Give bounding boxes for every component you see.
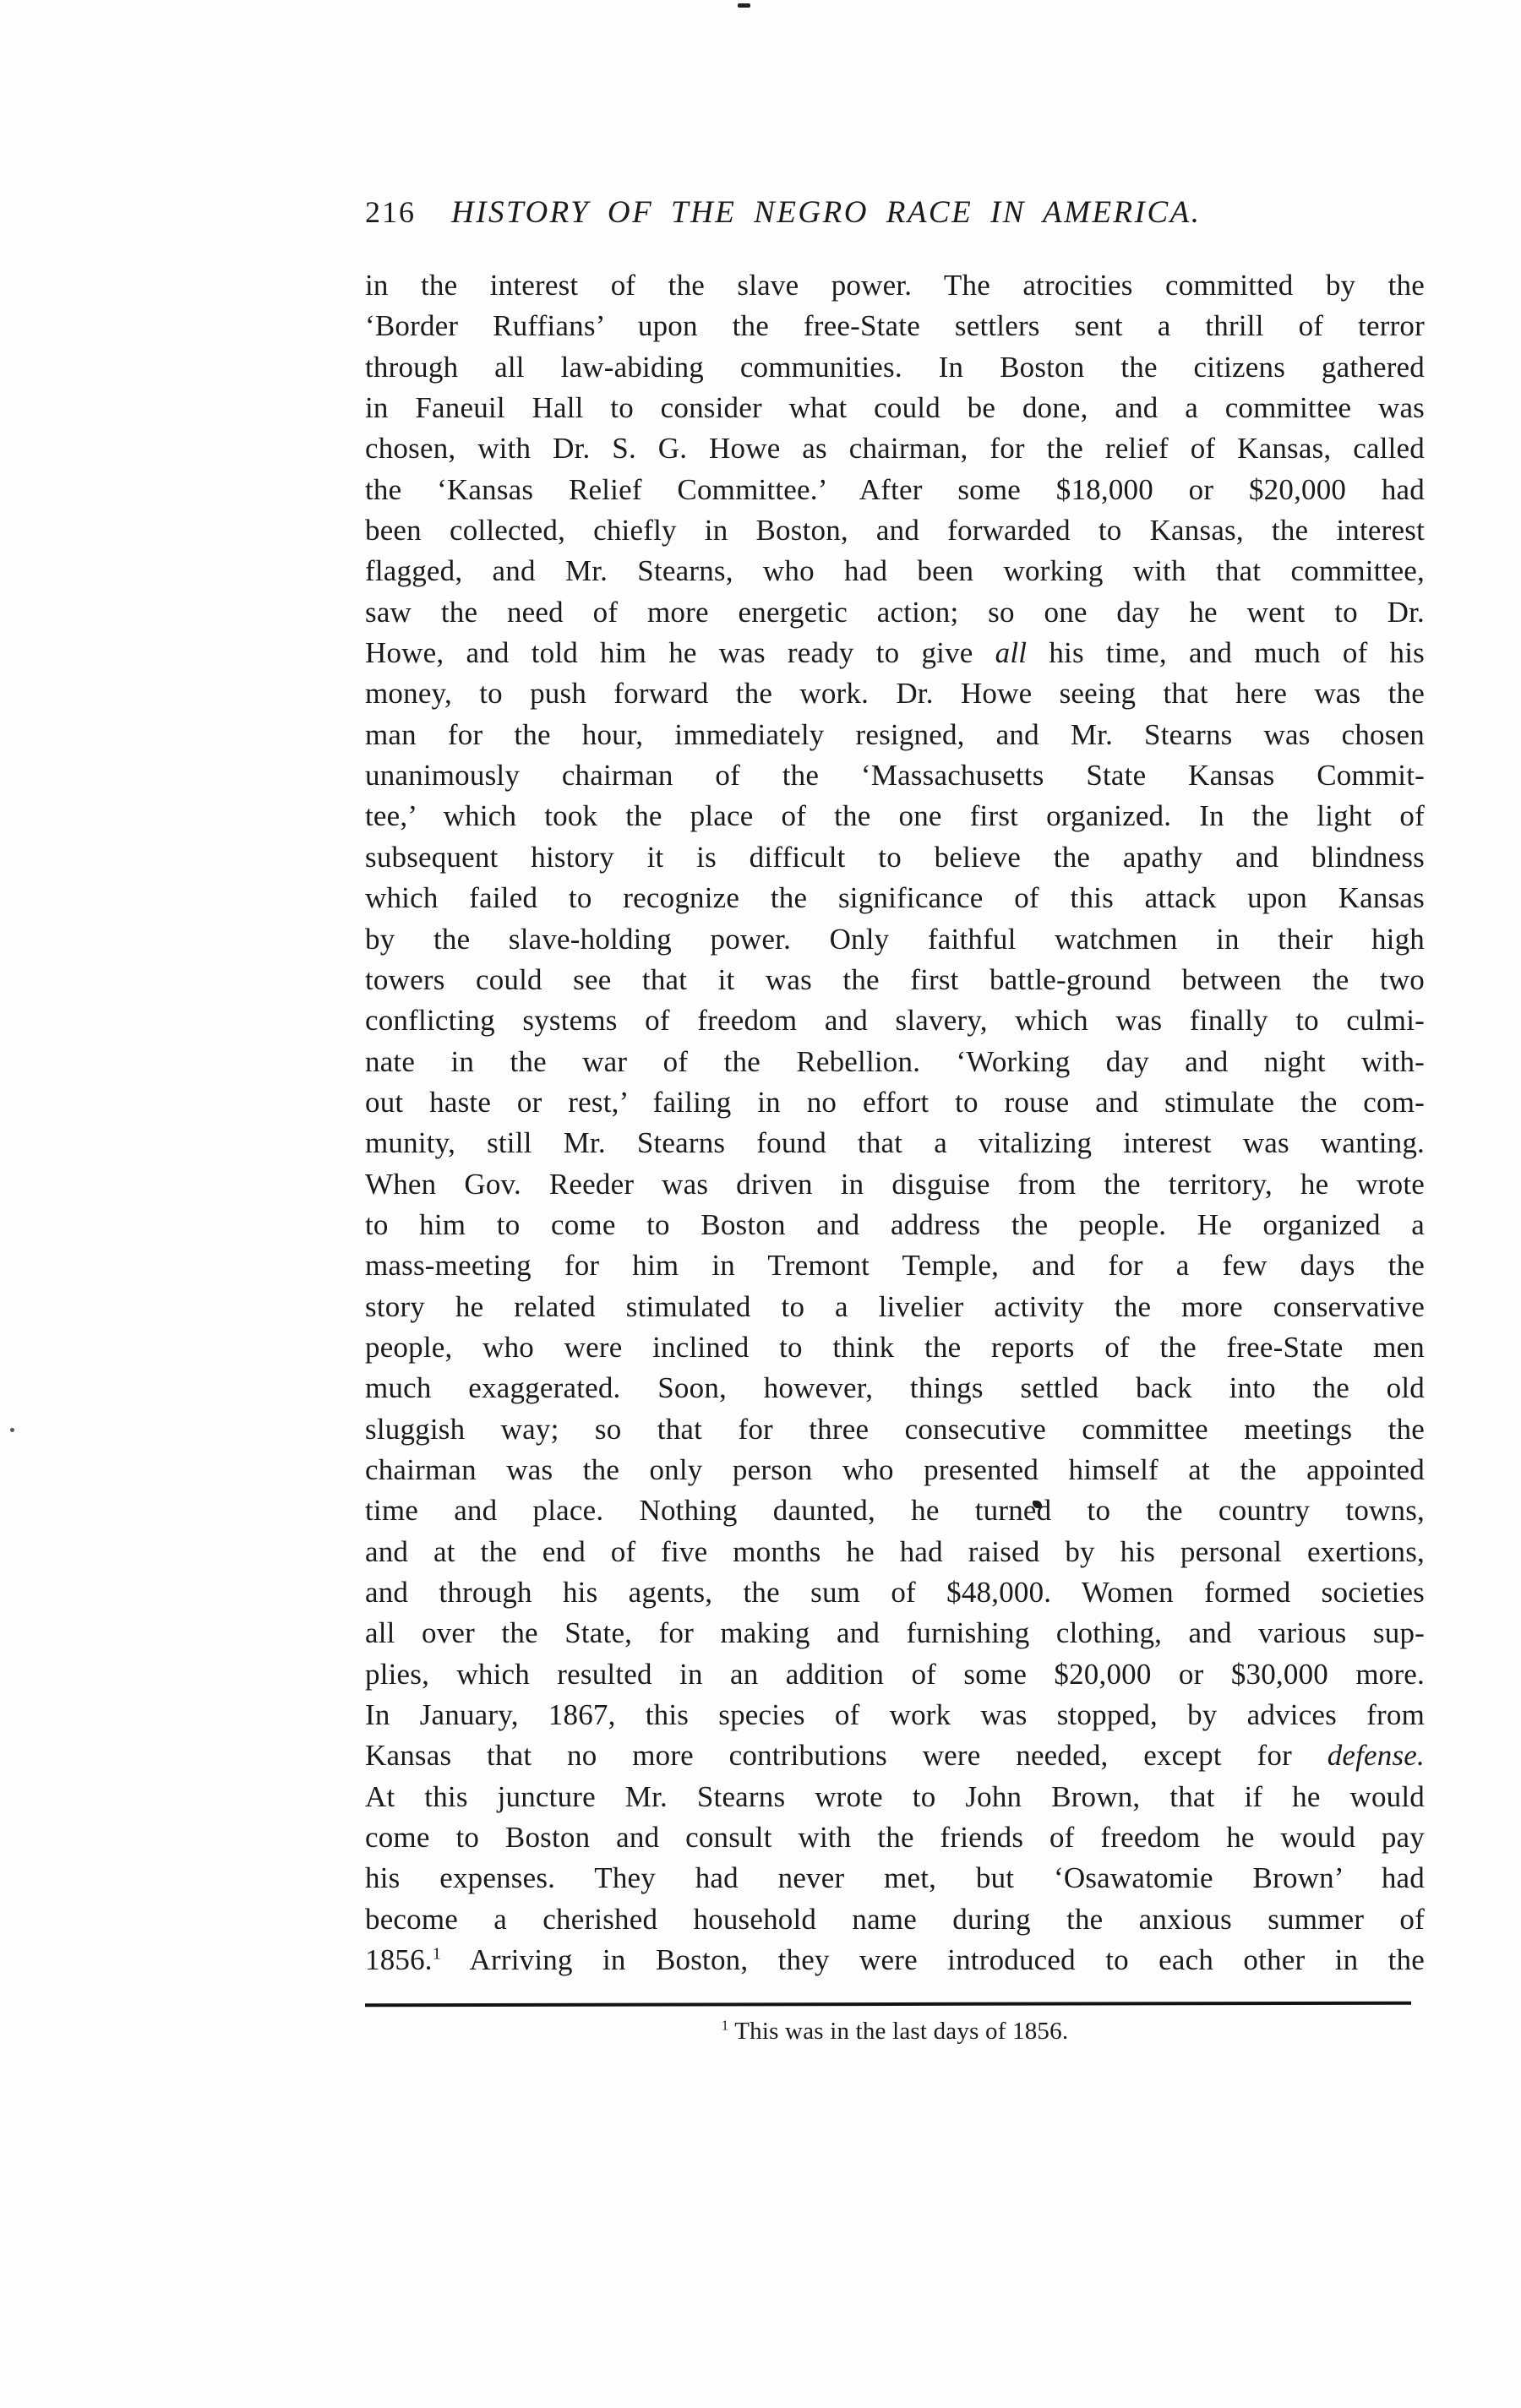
text-segment: unanimously chairman of the ‘Massachusetts State Kansas Commit- xyxy=(365,759,1425,793)
superscript-marker: 1 xyxy=(432,1944,442,1964)
text-segment: the ‘Kansas Relief Committee.’ After some $18,000 or $20,000 had xyxy=(365,472,1425,506)
text-segment: in the interest of the slave power. The atrocities committed by the xyxy=(365,269,1425,302)
text-line xyxy=(365,633,1425,673)
text-segment: Arriving in Boston, they were introduced to each other in the xyxy=(441,1943,1425,1977)
text-segment: out haste or rest,’ failing in no effort to rouse and stimulate the com- xyxy=(365,1085,1425,1119)
text-line xyxy=(365,1817,1425,1858)
page-number: 216 xyxy=(365,195,416,229)
text-line xyxy=(365,715,1425,755)
text-segment: towers could see that it was the first battle-ground between the two xyxy=(365,962,1425,996)
scan-artifact-top xyxy=(738,3,750,8)
text-line xyxy=(365,592,1425,633)
text-line xyxy=(365,1735,1425,1776)
text-segment: and at the end of five months he had raised by his personal exertions, xyxy=(365,1534,1425,1568)
text-line xyxy=(365,551,1425,591)
text-segment: nate in the war of the Rebellion. ‘Working day and night with- xyxy=(365,1044,1425,1078)
text-line xyxy=(365,306,1425,346)
text-segment: which failed to recognize the significance of this attack upon Kansas xyxy=(365,881,1425,915)
text-segment: In January, 1867, this species of work was stopped, by advices from xyxy=(365,1698,1425,1732)
text-segment: in Faneuil Hall to consider what could be done, and a committee was xyxy=(365,391,1425,425)
text-segment: ‘Border Ruffians’ upon the free-State settlers sent a thrill of terror xyxy=(365,309,1425,343)
footnote-rule xyxy=(365,2002,1411,2008)
text-segment: Kansas that no more contributions were needed, except for xyxy=(365,1739,1327,1773)
text-segment: subsequent history it is difficult to believe the apathy and blindness xyxy=(365,840,1425,874)
text-line xyxy=(365,1082,1425,1123)
text-segment: and through his agents, the sum of $48,000. Women formed societies xyxy=(365,1576,1425,1609)
text-segment: story he related stimulated to a livelier activity the more conservative xyxy=(365,1289,1425,1323)
text-segment: through all law-abiding communities. In Boston the citizens gathered xyxy=(365,350,1425,384)
text-line xyxy=(365,1899,1425,1940)
italic-text: all xyxy=(995,636,1028,670)
text-segment: conflicting systems of freedom and slavery, which was finally to culmi- xyxy=(365,1004,1425,1038)
text-segment: man for the hour, immediately resigned, and Mr. Stearns was chosen xyxy=(365,717,1425,751)
text-segment: munity, still Mr. Stearns found that a vitalizing interest was wanting. xyxy=(365,1126,1425,1160)
text-line xyxy=(365,1000,1425,1041)
text-line xyxy=(365,1409,1425,1450)
text-segment: his time, and much of his xyxy=(1027,636,1425,670)
text-segment: plies, which resulted in an addition of some $20,000 or $30,000 more. xyxy=(365,1657,1425,1691)
text-segment: come to Boston and consult with the friends of freedom he would pay xyxy=(365,1821,1425,1855)
text-segment: people, who were inclined to think the reports of the free-State men xyxy=(365,1330,1425,1364)
text-segment: At this juncture Mr. Stearns wrote to John Brown, that if he would xyxy=(365,1779,1425,1813)
text-line xyxy=(365,1450,1425,1490)
text-line xyxy=(365,510,1425,551)
text-line xyxy=(365,1572,1425,1613)
text-line xyxy=(365,1245,1425,1286)
text-line xyxy=(365,1205,1425,1245)
text-line xyxy=(365,919,1425,960)
text-line xyxy=(365,1858,1425,1899)
text-segment: time and place. Nothing daunted, he turned to the country towns, xyxy=(365,1494,1425,1528)
text-line xyxy=(365,1327,1425,1368)
text-line xyxy=(365,265,1425,306)
text-line xyxy=(365,837,1425,878)
text-segment: chosen, with Dr. S. G. Howe as chairman, for the relief of Kansas, called xyxy=(365,432,1425,466)
text-segment: his expenses. They had never met, but ‘Osawatomie Brown’ had xyxy=(365,1861,1425,1895)
text-line xyxy=(365,1777,1425,1817)
footnote xyxy=(365,2013,1425,2050)
text-line xyxy=(365,1532,1425,1572)
text-segment: to him to come to Boston and address the people. He organized a xyxy=(365,1207,1425,1241)
text-segment: chairman was the only person who presented himself at the appointed xyxy=(365,1452,1425,1486)
text-segment: Howe, and told him he was ready to give xyxy=(365,636,995,670)
text-line xyxy=(365,1164,1425,1205)
text-line xyxy=(365,1940,1425,1980)
body-lines xyxy=(365,265,1425,1980)
text-segment: sluggish way; so that for three consecutive committee meetings the xyxy=(365,1412,1425,1446)
text-line xyxy=(365,673,1425,714)
text-segment: This was in the last days of 1856. xyxy=(728,2018,1069,2045)
text-line xyxy=(365,1042,1425,1082)
text-segment: 1856. xyxy=(365,1943,433,1977)
text-line xyxy=(365,1654,1425,1695)
text-line xyxy=(365,755,1425,796)
text-line xyxy=(365,960,1425,1000)
text-line xyxy=(365,1695,1425,1735)
text-line xyxy=(365,878,1425,918)
italic-text: defense. xyxy=(1327,1739,1425,1773)
text-line xyxy=(365,388,1425,428)
text-line xyxy=(365,1368,1425,1408)
superscript-marker: 1 xyxy=(721,2017,729,2034)
text-line xyxy=(365,1613,1425,1653)
text-segment: been collected, chiefly in Boston, and forwarded to Kansas, the interest xyxy=(365,514,1425,548)
text-line xyxy=(365,1287,1425,1327)
text-segment: saw the need of more energetic action; so one day he went to Dr. xyxy=(365,595,1425,629)
text-line xyxy=(365,1490,1425,1531)
text-segment: money, to push forward the work. Dr. Howe seeing that here was the xyxy=(365,677,1425,711)
text-line xyxy=(365,796,1425,836)
text-segment: all over the State, for making and furnishing clothing, and various sup- xyxy=(365,1616,1425,1650)
text-segment: flagged, and Mr. Stearns, who had been working with that committee, xyxy=(365,554,1425,588)
text-line xyxy=(365,428,1425,469)
text-segment: by the slave-holding power. Only faithful watchmen in their high xyxy=(365,922,1425,956)
text-segment: tee,’ which took the place of the one first organized. In the light of xyxy=(365,799,1425,833)
text-segment: When Gov. Reeder was driven in disguise from the territory, he wrote xyxy=(365,1167,1425,1201)
running-header xyxy=(365,194,1425,231)
text-line xyxy=(365,1123,1425,1163)
text-segment: much exaggerated. Soon, however, things settled back into the old xyxy=(365,1371,1425,1405)
text-line xyxy=(365,347,1425,388)
header-title: HISTORY OF THE NEGRO RACE IN AMERICA. xyxy=(451,195,1202,230)
text-segment: become a cherished household name during the anxious summer of xyxy=(365,1902,1425,1936)
text-segment: mass-meeting for him in Tremont Temple, and for a few days the xyxy=(365,1249,1425,1283)
text-line xyxy=(365,470,1425,510)
scan-artifact-margin xyxy=(10,1428,14,1432)
